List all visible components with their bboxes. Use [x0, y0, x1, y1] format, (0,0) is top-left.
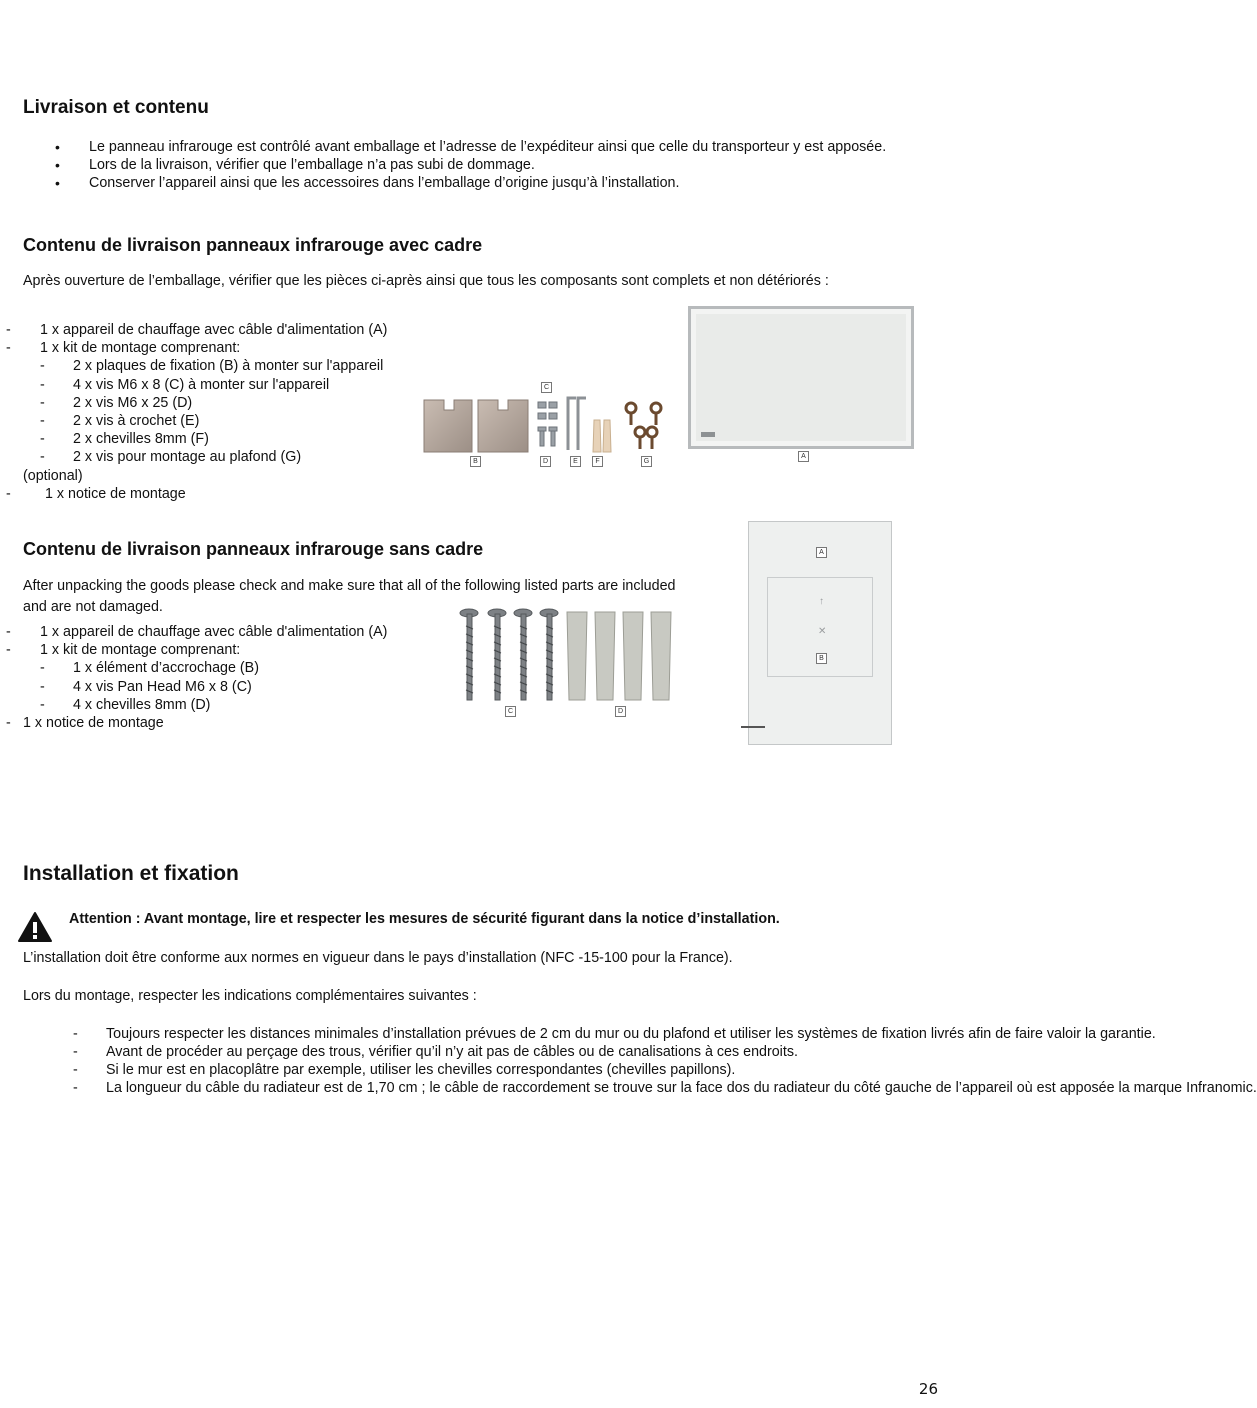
section-title-sans-cadre: Contenu de livraison panneaux infrarouge sans cadre — [23, 539, 484, 559]
warning-icon — [17, 911, 53, 943]
installation-list — [0, 1025, 1257, 1097]
screws-anchors-image — [455, 606, 679, 718]
mounting-kit-image — [418, 380, 670, 472]
list-item: - 1 x élément d’accrochage (B) — [40, 660, 259, 677]
part-label-c: C — [541, 382, 552, 393]
parts-list-avec-cadre — [6, 321, 426, 503]
part-label-d: D — [615, 706, 626, 717]
arrow-up-icon: ↑ — [819, 596, 824, 607]
bullet-item: • Le panneau infrarouge est contrôlé avant emballage et l’adresse de l’expéditeur ainsi que celle du transporteur y est apposée. — [23, 138, 939, 156]
bullet-item: • Conserver l’appareil ainsi que les accessoires dans l’emballage d’origine jusqu’à l’installation. — [23, 174, 939, 192]
panel-logo-plate — [701, 432, 715, 437]
list-item: - Si le mur est en placoplâtre par exemple, utiliser les chevilles correspondantes (chevilles papillons). — [73, 1062, 736, 1078]
part-label-c: C — [505, 706, 516, 717]
list-item: - 2 x vis à crochet (E) — [40, 412, 200, 429]
list-item: - 4 x chevilles 8mm (D) — [40, 696, 211, 713]
list-item: - Avant de procéder au perçage des trous, vérifier qu’il n’y ait pas de câbles ou de canalisations à ces endroits. — [73, 1044, 798, 1060]
bullet-item: • Lors de la livraison, vérifier que l’emballage n’a pas subi de dommage. — [23, 156, 939, 174]
part-label-d: D — [540, 456, 551, 467]
parts-list-sans-cadre — [6, 623, 446, 732]
panel-label-b: B — [816, 653, 827, 664]
part-label-g: G — [641, 456, 652, 467]
panel-label-a: A — [798, 451, 809, 462]
framed-panel-image — [688, 306, 914, 449]
list-item: - 1 x appareil de chauffage avec câble d'alimentation (A) — [6, 322, 388, 338]
list-item: - 4 x vis M6 x 8 (C) à monter sur l'appareil — [40, 376, 330, 393]
power-cable — [741, 726, 765, 728]
list-item: - 1 x notice de montage — [6, 485, 186, 502]
list-item: - 2 x vis M6 x 25 (D) — [40, 394, 193, 411]
attention-note: Attention : Avant montage, lire et respecter les mesures de sécurité figurant dans la notice d’installation. — [69, 911, 780, 927]
list-item: - La longueur du câble du radiateur est de 1,70 cm ; le câble de raccordement se trouve sur la face dos du radiateur du côté gauche de l’appareil où est apposée la marque Infranomic. — [73, 1080, 1257, 1096]
list-item: - 4 x vis Pan Head M6 x 8 (C) — [40, 678, 252, 695]
paragraph-norms: L’installation doit être conforme aux normes en vigueur dans le pays d’installation (NFC -15-100 pour la France). — [23, 950, 733, 966]
page-number: 26 — [918, 1380, 938, 1398]
part-label-e: E — [570, 456, 581, 467]
delivery-bullets — [23, 138, 939, 192]
part-label-b: B — [470, 456, 481, 467]
list-item: - 2 x plaques de fixation (B) à monter sur l'appareil — [40, 358, 384, 375]
section-title-livraison: Livraison et contenu — [23, 97, 209, 118]
section-title-installation: Installation et fixation — [23, 862, 239, 885]
list-item: (optional) — [23, 467, 83, 484]
list-item: - Toujours respecter les distances minimales d’installation prévues de 2 cm du mur ou du plafond et utiliser les systèmes de fixation livrés afin de faire valoir la garantie. — [73, 1026, 1156, 1042]
list-item: - 2 x vis pour montage au plafond (G) — [40, 449, 302, 466]
cross-mark-icon: ✕ — [818, 626, 827, 637]
list-item: - 1 x kit de montage comprenant: — [6, 340, 241, 357]
section-title-avec-cadre: Contenu de livraison panneaux infrarouge avec cadre — [23, 235, 483, 255]
list-item: - 1 x kit de montage comprenant: — [6, 642, 241, 659]
section-intro: Après ouverture de l’emballage, vérifier que les pièces ci-après ainsi que tous les composants sont complets et non détériorés : — [23, 273, 829, 289]
panel-label-a: A — [816, 547, 827, 558]
paragraph-instructions: Lors du montage, respecter les indications complémentaires suivantes : — [23, 988, 477, 1004]
part-label-f: F — [592, 456, 603, 467]
list-item: - 1 x notice de montage — [6, 714, 164, 731]
list-item: - 1 x appareil de chauffage avec câble d'alimentation (A) — [6, 624, 388, 640]
list-item: - 2 x chevilles 8mm (F) — [40, 431, 209, 448]
section-intro: After unpacking the goods please check and make sure that all of the following listed parts are included and are not damaged. — [23, 578, 676, 615]
